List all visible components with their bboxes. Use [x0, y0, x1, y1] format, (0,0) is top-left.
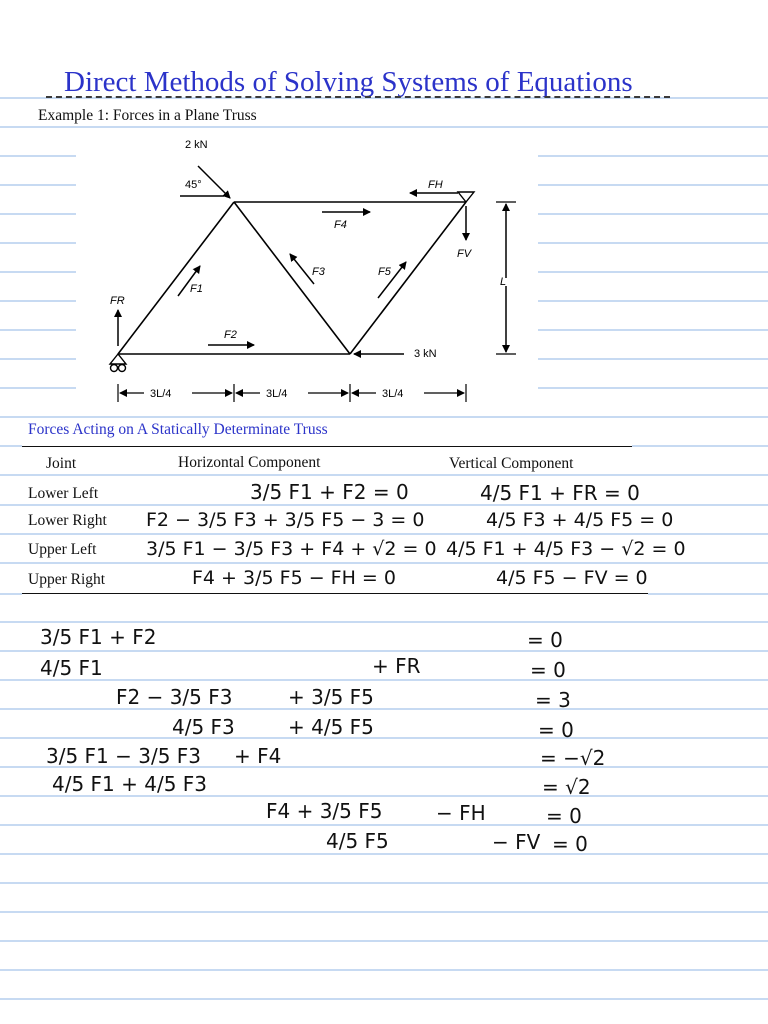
- eq2-term-fr: + FR: [372, 654, 421, 678]
- load-3kn-label: 3 kN: [414, 348, 437, 360]
- eq2-rhs: = 0: [530, 658, 566, 682]
- f1-label: F1: [190, 283, 203, 295]
- row-vertical-upper-right: 4/5 F5 − FV = 0: [496, 567, 648, 589]
- eq7-term-fh: − FH: [436, 801, 486, 825]
- eq5-term-f4: + F4: [234, 744, 282, 768]
- row-horizontal-lower-left: 3/5 F1 + F2 = 0: [250, 480, 409, 504]
- example-subtitle: Example 1: Forces in a Plane Truss: [38, 107, 257, 124]
- dimension-1-label: 3L/4: [150, 388, 172, 400]
- row-horizontal-upper-right: F4 + 3/5 F5 − FH = 0: [192, 567, 396, 589]
- truss-diagram: [88, 132, 507, 410]
- load-2kn-label: 2 kN: [185, 139, 208, 151]
- pin-support: [458, 192, 474, 202]
- angle-label: 45°: [185, 179, 202, 191]
- eq3-rhs: = 3: [535, 688, 571, 712]
- title-underline: [46, 96, 670, 98]
- member-center-diagonal: [234, 202, 350, 354]
- table-bottom-rule: [22, 593, 648, 594]
- f4-label: F4: [334, 219, 347, 231]
- member-right-diagonal: [350, 202, 466, 354]
- row-joint-upper-left: Upper Left: [28, 541, 97, 558]
- row-joint-lower-left: Lower Left: [28, 485, 99, 502]
- row-vertical-upper-left: 4/5 F1 + 4/5 F3 − √2 = 0: [446, 538, 686, 560]
- eq7-term-f4: F4 + 3/5 F5: [266, 799, 383, 823]
- fr-label: FR: [110, 295, 125, 307]
- row-joint-lower-right: Lower Right: [28, 512, 107, 529]
- table-top-rule: [22, 446, 632, 447]
- eq4-term-f3: 4/5 F3: [172, 715, 235, 739]
- column-header-joint: Joint: [46, 455, 77, 472]
- eq8-term-fv: − FV: [492, 830, 541, 854]
- eq6-term-f1: 4/5 F1 + 4/5 F3: [52, 772, 208, 796]
- eq1-rhs: = 0: [527, 628, 563, 652]
- load-2kn-arrow: [198, 166, 230, 198]
- eq7-rhs: = 0: [546, 804, 582, 828]
- row-horizontal-upper-left: 3/5 F1 − 3/5 F3 + F4 + √2 = 0: [146, 538, 437, 560]
- row-joint-upper-right: Upper Right: [28, 571, 106, 588]
- eq6-rhs: = √2: [542, 775, 591, 799]
- eq5-rhs: = −√2: [540, 746, 606, 770]
- table-heading: Forces Acting on A Statically Determinate Truss: [28, 421, 328, 438]
- fv-label: FV: [457, 248, 472, 260]
- dimension-3-label: 3L/4: [382, 388, 404, 400]
- eq8-rhs: = 0: [552, 832, 588, 856]
- f3-label: F3: [312, 266, 325, 278]
- fh-label: FH: [428, 179, 443, 191]
- roller-support: [110, 354, 126, 372]
- eq4-rhs: = 0: [538, 718, 574, 742]
- page-title: Direct Methods of Solving Systems of Equations: [64, 66, 633, 98]
- l-label: L: [500, 276, 507, 288]
- f5-label: F5: [378, 266, 391, 278]
- row-vertical-lower-left: 4/5 F1 + FR = 0: [480, 481, 640, 505]
- eq8-term-f5: 4/5 F5: [326, 829, 389, 853]
- eq3-term-f2: F2 − 3/5 F3: [116, 685, 233, 709]
- eq5-term-f1: 3/5 F1 − 3/5 F3: [46, 744, 202, 768]
- eq4-term-f5: + 4/5 F5: [288, 715, 374, 739]
- f2-label: F2: [224, 329, 237, 341]
- dimension-2-label: 3L/4: [266, 388, 288, 400]
- member-left-diagonal: [118, 202, 234, 354]
- column-header-vertical: Vertical Component: [449, 455, 574, 472]
- eq2-term-f1: 4/5 F1: [40, 656, 103, 680]
- row-vertical-lower-right: 4/5 F3 + 4/5 F5 = 0: [486, 509, 674, 531]
- column-header-horizontal: Horizontal Component: [178, 454, 321, 471]
- row-horizontal-lower-right: F2 − 3/5 F3 + 3/5 F5 − 3 = 0: [146, 509, 425, 531]
- eq3-term-f5: + 3/5 F5: [288, 685, 374, 709]
- eq1-terms: 3/5 F1 + F2: [40, 625, 157, 649]
